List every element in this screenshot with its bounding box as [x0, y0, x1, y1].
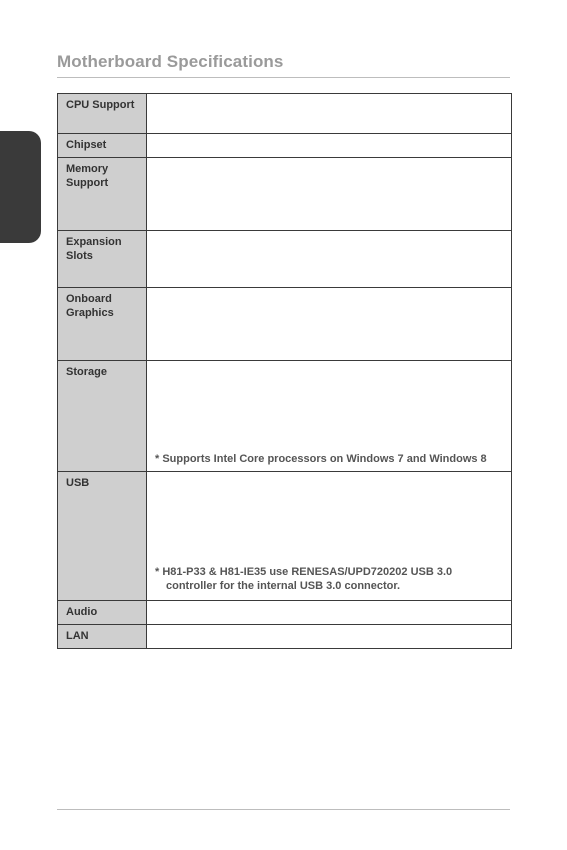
- spec-row-memory: [58, 158, 512, 231]
- spec-label-text: CPU Support: [66, 99, 135, 111]
- spec-label: [58, 134, 147, 158]
- spec-value: [147, 288, 512, 361]
- spec-row-usb: [58, 472, 512, 601]
- spec-label-text: Chipset: [66, 139, 107, 151]
- spec-label: [58, 472, 147, 601]
- spec-value: [147, 231, 512, 288]
- spec-label: [58, 361, 147, 472]
- usb-footnote: [155, 565, 452, 593]
- spec-label-text: Audio: [66, 606, 98, 618]
- spec-label: [58, 94, 147, 134]
- spec-row-chipset: [58, 134, 512, 158]
- side-tab-marker: [0, 131, 41, 243]
- spec-value: [147, 625, 512, 649]
- spec-value: [147, 361, 512, 472]
- spec-row-lan: [58, 625, 512, 649]
- spec-value: [147, 94, 512, 134]
- spec-label: [58, 601, 147, 625]
- title-divider: [57, 77, 510, 78]
- spec-value: [147, 158, 512, 231]
- spec-row-cpu: [58, 94, 512, 134]
- spec-row-expansion: [58, 231, 512, 288]
- spec-value: [147, 134, 512, 158]
- spec-label: [58, 231, 147, 288]
- spec-value: [147, 472, 512, 601]
- page-title: Motherboard Specifications: [57, 52, 284, 71]
- spec-label: [58, 625, 147, 649]
- spec-label-text: Onboard Graphics: [66, 293, 114, 319]
- storage-footnote: * Supports Intel Core processors on Windows 7 and Windows 8: [155, 453, 487, 465]
- spec-label-text: Memory Support: [66, 163, 109, 189]
- spec-row-storage: [58, 361, 512, 472]
- footer-divider: [57, 809, 510, 810]
- spec-value: [147, 601, 512, 625]
- spec-label: [58, 288, 147, 361]
- usb-footnote-line1: * H81-P33 & H81-IE35 use RENESAS/UPD720202 USB 3.0: [155, 566, 453, 578]
- spec-table: [57, 93, 512, 649]
- spec-row-graphics: [58, 288, 512, 361]
- spec-label-text: LAN: [66, 630, 89, 642]
- spec-row-audio: [58, 601, 512, 625]
- spec-label-text: Storage: [66, 366, 107, 378]
- spec-label-text: USB: [66, 477, 90, 489]
- usb-footnote-line2: controller for the internal USB 3.0 connector.: [166, 580, 401, 592]
- spec-label-text: Expansion Slots: [66, 236, 122, 262]
- spec-label: [58, 158, 147, 231]
